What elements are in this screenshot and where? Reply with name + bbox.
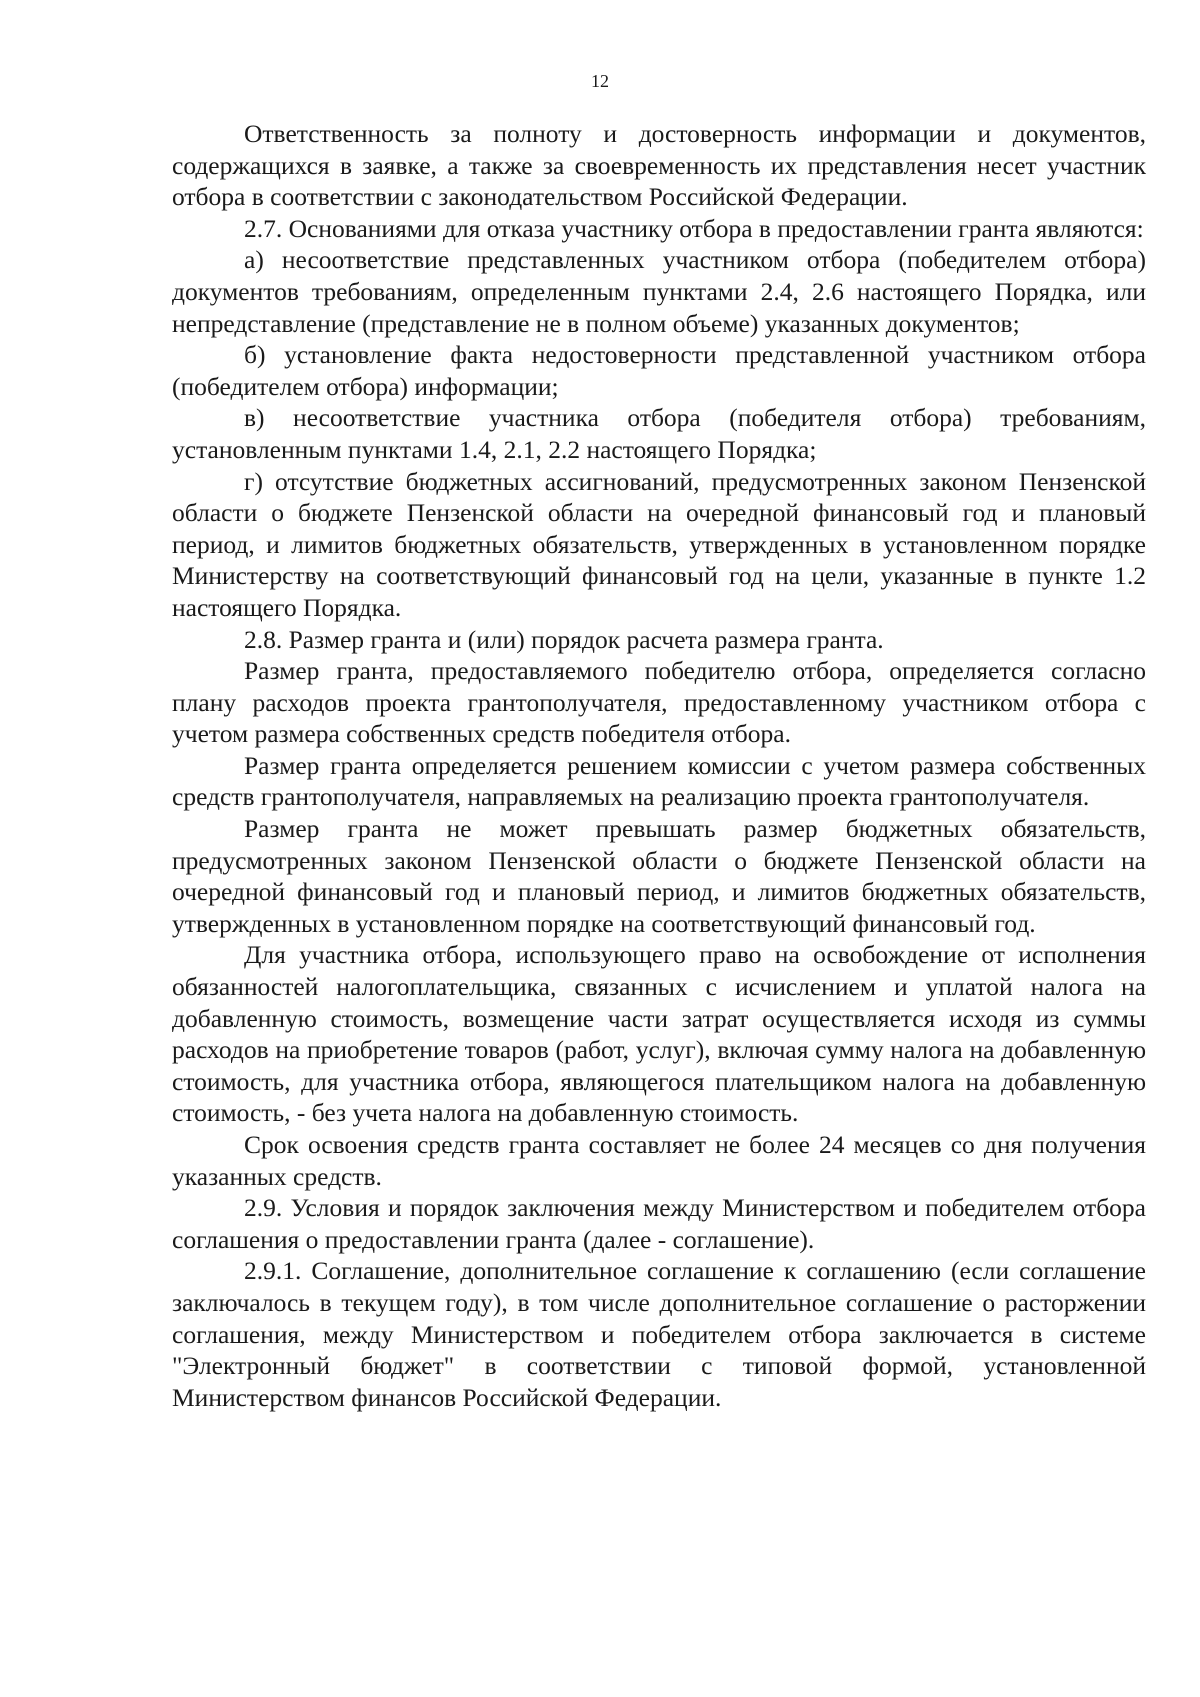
page-number: 12 xyxy=(591,71,609,91)
paragraph-2-7-b: б) установление факта недостоверности представленной участником отбора (победителем отбора) информации; xyxy=(172,340,1146,401)
paragraph-responsibility: Ответственность за полноту и достоверность информации и документов, содержащихся в заявке, а также за своевременность их представления несет участник отбора в соответствии с законодательством Российской Федерации. xyxy=(172,119,1146,212)
paragraph-2-7-a: а) несоответствие представленных участником отбора (победителем отбора) документов требованиям, определенным пунктами 2.4, 2.6 настоящего Порядка, или непредставление (представление не в полном объеме) указанных документов; xyxy=(172,245,1146,338)
paragraph-2-8-heading: 2.8. Размер гранта и (или) порядок расчета размера гранта. xyxy=(244,624,884,654)
paragraph-grant-term: Срок освоения средств гранта составляет не более 24 месяцев со дня получения указанных средств. xyxy=(172,1130,1146,1191)
document-body xyxy=(172,118,1146,1413)
paragraph-vat: Для участника отбора, использующего право на освобождение от исполнения обязанностей налогоплательщика, связанных с исчислением и уплатой налога на добавленную стоимость, возмещение части затрат осуществляется исходя из суммы расходов на приобретение товаров (работ, услуг), включая сумму налога на добавленную стоимость, для участника отбора, являющегося плательщиком налога на добавленную стоимость, - без учета налога на добавленную стоимость. xyxy=(172,940,1146,1128)
paragraph-2-9-heading: 2.9. Условия и порядок заключения между Министерством и победителем отбора соглашения о предоставлении гранта (далее - соглашение). xyxy=(172,1193,1146,1254)
paragraph-grant-size-commission: Размер гранта определяется решением комиссии с учетом размера собственных средств грантополучателя, направляемых на реализацию проекта грантополучателя. xyxy=(172,750,1146,812)
paragraph-2-7-g: г) отсутствие бюджетных ассигнований, предусмотренных законом Пензенской области о бюджете Пензенской области на очередной финансовый год и плановый период, и лимитов бюджетных обязательств, утвержденных в установленном порядке Министерству на соответствующий финансовый год на цели, указанные в пункте 1.2 настоящего Порядка. xyxy=(172,466,1146,622)
paragraph-2-9-1: 2.9.1. Соглашение, дополнительное соглашение к соглашению (если соглашение заключалось в текущем году), в том числе дополнительное соглашение о расторжении соглашения, между Министерством и победителем отбора заключается в системе "Электронный бюджет" в соответствии с типовой формой, установленной Министерством финансов Российской Федерации. xyxy=(172,1256,1146,1412)
paragraph-2-7-heading: 2.7. Основаниями для отказа участнику отбора в предоставлении гранта являются: xyxy=(244,213,1144,243)
paragraph-grant-size-plan: Размер гранта, предоставляемого победителю отбора, определяется согласно плану расходов проекта грантополучателя, предоставленному участником отбора с учетом размера собственных средств победителя отбора. xyxy=(172,656,1146,749)
paragraph-2-7-v: в) несоответствие участника отбора (победителя отбора) требованиям, установленным пунктами 1.4, 2.1, 2.2 настоящего Порядка; xyxy=(172,403,1146,464)
paragraph-grant-size-limit: Размер гранта не может превышать размер бюджетных обязательств, предусмотренных законом Пензенской области о бюджете Пензенской области на очередной финансовый год и плановый период, и лимитов бюджетных обязательств, утвержденных в установленном порядке на соответствующий финансовый год. xyxy=(172,814,1146,938)
